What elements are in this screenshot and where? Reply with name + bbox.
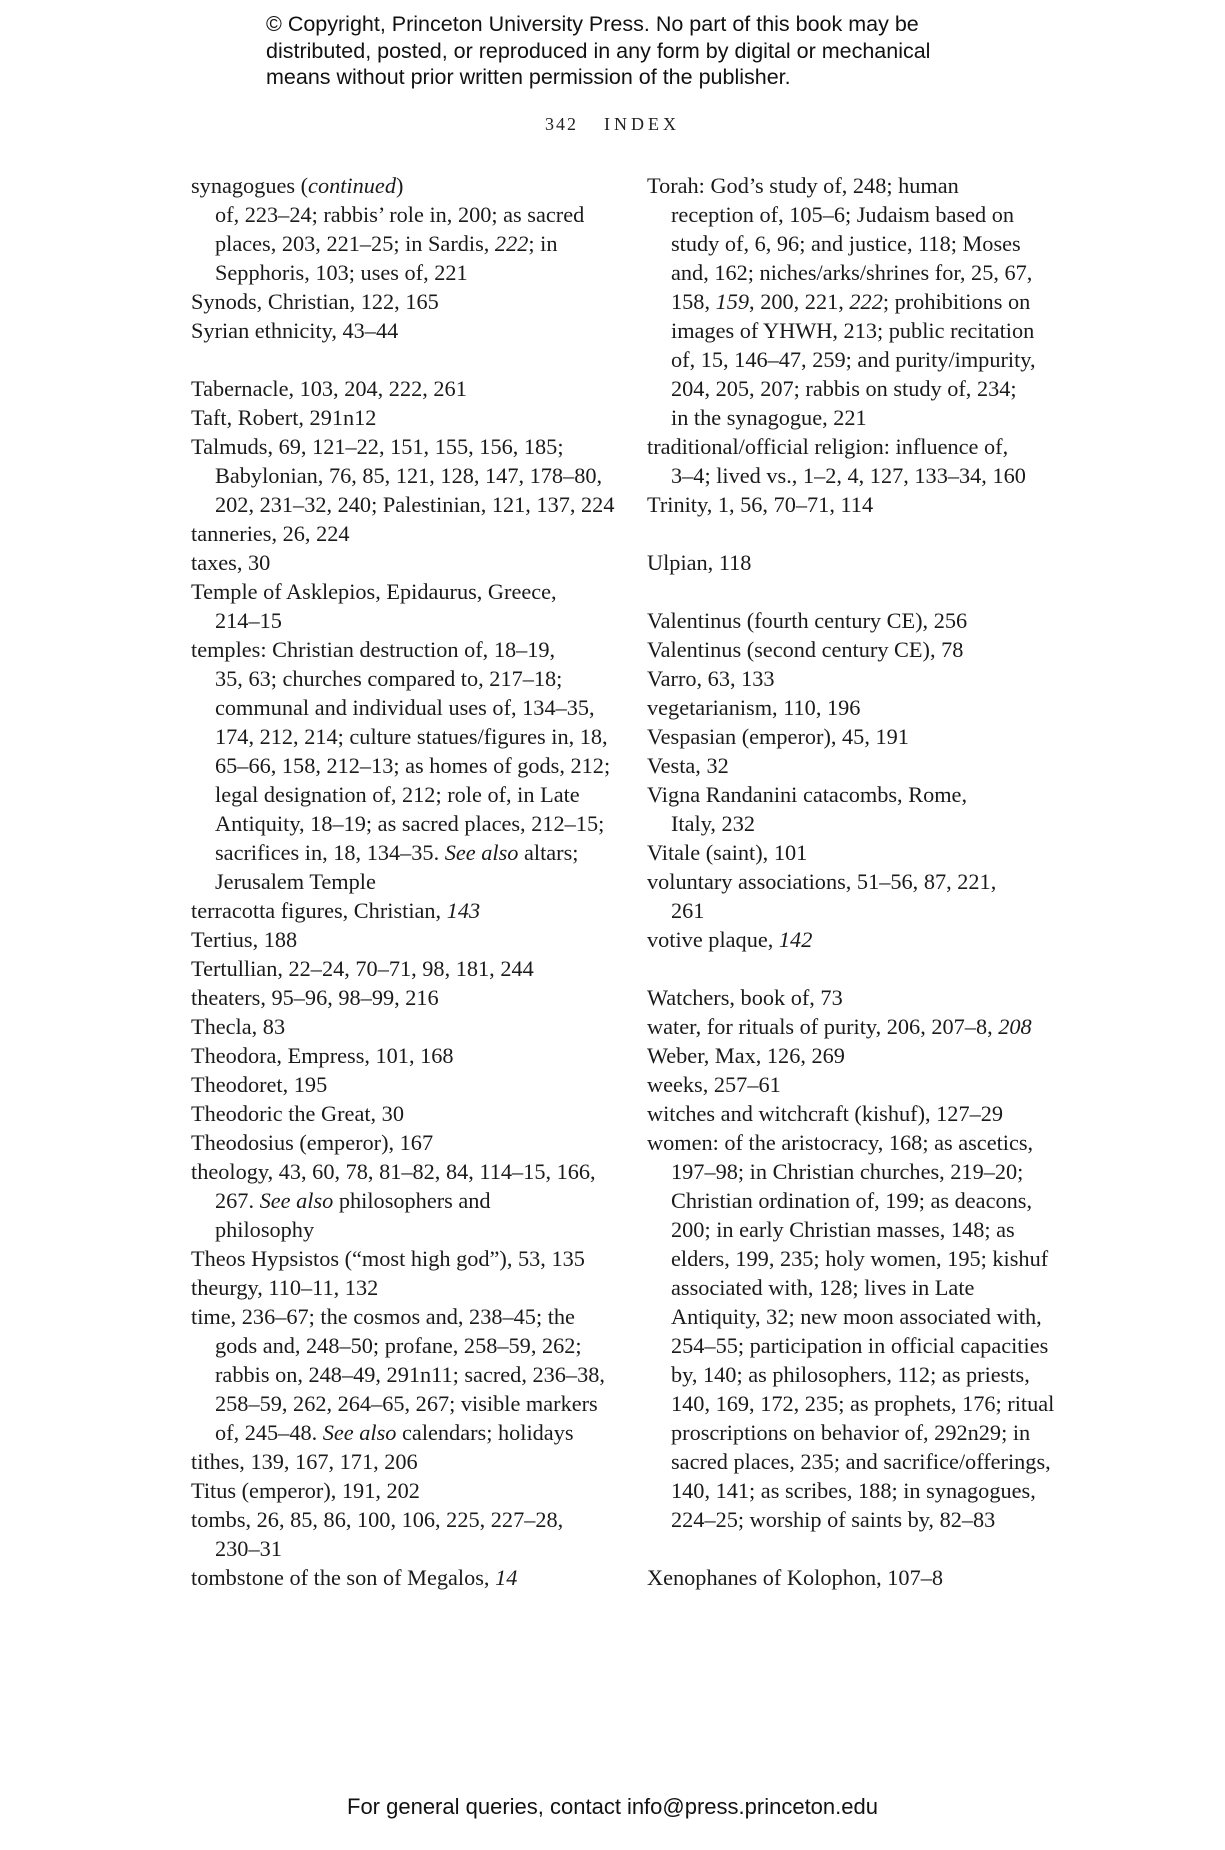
index-entry-continuation: Italy, 232 bbox=[671, 811, 756, 836]
index-entry bbox=[191, 577, 621, 635]
index-entry bbox=[647, 693, 1067, 722]
index-entry bbox=[191, 1505, 621, 1563]
index-entry-continuation: Christian ordination of, 199; as deacons, bbox=[671, 1188, 1033, 1213]
index-entry bbox=[647, 1041, 1067, 1070]
index-entry-continuation: 35, 63; churches compared to, 217–18; bbox=[215, 666, 563, 691]
index-entry-line: women: of the aristocracy, 168; as ascetics, bbox=[647, 1130, 1034, 1155]
index-entry-line: Theodora, Empress, 101, 168 bbox=[191, 1043, 454, 1068]
index-entry-continuation: images of YHWH, 213; public recitation bbox=[671, 318, 1035, 343]
index-entry bbox=[191, 983, 621, 1012]
index-entry bbox=[191, 925, 621, 954]
index-entry-continuation: by, 140; as philosophers, 112; as priests, bbox=[671, 1362, 1030, 1387]
index-entry-continuation: of, 15, 146–47, 259; and purity/impurity, bbox=[671, 347, 1036, 372]
index-entry-line: tithes, 139, 167, 171, 206 bbox=[191, 1449, 418, 1474]
index-entry bbox=[191, 1041, 621, 1070]
index-entry bbox=[191, 1244, 621, 1273]
index-entry bbox=[191, 519, 621, 548]
index-entry bbox=[647, 925, 1067, 954]
index-entry-line: Weber, Max, 126, 269 bbox=[647, 1043, 845, 1068]
index-entry bbox=[191, 316, 621, 345]
index-entry-line: Xenophanes of Kolophon, 107–8 bbox=[647, 1565, 944, 1590]
copyright-line: means without prior written permission of the publisher. bbox=[266, 65, 791, 89]
index-entry-continuation: legal designation of, 212; role of, in Late bbox=[215, 782, 580, 807]
footer-label: For general queries, contact bbox=[347, 1794, 621, 1819]
index-entry-continuation: reception of, 105–6; Judaism based on bbox=[671, 202, 1015, 227]
index-entry-line: Vesta, 32 bbox=[647, 753, 729, 778]
index-entry-continuation: 3–4; lived vs., 1–2, 4, 127, 133–34, 160 bbox=[671, 463, 1026, 488]
index-entry-line: Talmuds, 69, 121–22, 151, 155, 156, 185; bbox=[191, 434, 564, 459]
index-entry-line: Taft, Robert, 291n12 bbox=[191, 405, 377, 430]
index-entry-continuation: proscriptions on behavior of, 292n29; in bbox=[671, 1420, 1031, 1445]
letter-group-gap bbox=[647, 519, 1067, 548]
index-entry-line: weeks, 257–61 bbox=[647, 1072, 781, 1097]
index-entry-line: Vespasian (emperor), 45, 191 bbox=[647, 724, 909, 749]
index-entry bbox=[191, 1012, 621, 1041]
index-entry bbox=[647, 664, 1067, 693]
index-entry-continuation: 254–55; participation in official capacities bbox=[671, 1333, 1049, 1358]
index-entry-line: Thecla, 83 bbox=[191, 1014, 286, 1039]
index-entry bbox=[191, 1128, 621, 1157]
index-entry bbox=[647, 867, 1067, 925]
index-entry-continuation: 174, 212, 214; culture statues/figures in, 18, bbox=[215, 724, 608, 749]
index-entry bbox=[191, 548, 621, 577]
letter-group-gap bbox=[191, 345, 621, 374]
copyright-line: distributed, posted, or reproduced in any form by digital or mechanical bbox=[266, 38, 931, 63]
index-entry-continuation: places, 203, 221–25; in Sardis, 222; in bbox=[215, 231, 558, 256]
index-entry-line: water, for rituals of purity, 206, 207–8, 208 bbox=[647, 1014, 1032, 1039]
index-entry-continuation: 140, 141; as scribes, 188; in synagogues, bbox=[671, 1478, 1036, 1503]
index-entry-continuation: of, 245–48. See also calendars; holidays bbox=[215, 1420, 574, 1445]
index-entry-continuation: rabbis on, 248–49, 291n11; sacred, 236–38, bbox=[215, 1362, 605, 1387]
index-entry-line: Torah: God’s study of, 248; human bbox=[647, 173, 959, 198]
index-entry-line: Varro, 63, 133 bbox=[647, 666, 775, 691]
index-entry-line: synagogues (continued) bbox=[191, 173, 404, 198]
index-entry-line: Theodoret, 195 bbox=[191, 1072, 328, 1097]
index-entry-line: vegetarianism, 110, 196 bbox=[647, 695, 861, 720]
index-entry-line: time, 236–67; the cosmos and, 238–45; the bbox=[191, 1304, 575, 1329]
index-entry-line: Vigna Randanini catacombs, Rome, bbox=[647, 782, 968, 807]
index-entry bbox=[191, 432, 621, 519]
index-entry-continuation: Antiquity, 32; new moon associated with, bbox=[671, 1304, 1042, 1329]
index-entry-continuation: sacred places, 235; and sacrifice/offerings, bbox=[671, 1449, 1051, 1474]
index-entry-continuation: 261 bbox=[671, 898, 705, 923]
index-entry-line: Theodoric the Great, 30 bbox=[191, 1101, 404, 1126]
index-entry bbox=[647, 1563, 1067, 1592]
running-head-title: INDEX bbox=[604, 114, 680, 134]
running-head bbox=[0, 114, 1225, 135]
index-entry-continuation: study of, 6, 96; and justice, 118; Moses bbox=[671, 231, 1021, 256]
index-entry-continuation: 65–66, 158, 212–13; as homes of gods, 212; bbox=[215, 753, 611, 778]
index-entry-line: theurgy, 110–11, 132 bbox=[191, 1275, 379, 1300]
index-entry bbox=[647, 1128, 1067, 1534]
index-entry-continuation: elders, 199, 235; holy women, 195; kishuf bbox=[671, 1246, 1049, 1271]
copyright-notice bbox=[266, 11, 1026, 91]
index-entry-line: tombstone of the son of Megalos, 14 bbox=[191, 1565, 518, 1590]
index-entry-line: traditional/official religion: influence of, bbox=[647, 434, 1009, 459]
index-entry-continuation: 200; in early Christian masses, 148; as bbox=[671, 1217, 1015, 1242]
index-entry-line: Trinity, 1, 56, 70–71, 114 bbox=[647, 492, 874, 517]
index-entry bbox=[647, 751, 1067, 780]
index-entry bbox=[647, 983, 1067, 1012]
index-entry bbox=[191, 954, 621, 983]
index-entry bbox=[647, 171, 1067, 432]
index-entry-continuation: in the synagogue, 221 bbox=[671, 405, 867, 430]
index-entry-line: Tabernacle, 103, 204, 222, 261 bbox=[191, 376, 467, 401]
index-entry bbox=[647, 1099, 1067, 1128]
index-entry bbox=[191, 635, 621, 896]
index-entry-line: theaters, 95–96, 98–99, 216 bbox=[191, 985, 439, 1010]
index-entry bbox=[191, 171, 621, 287]
index-entry-continuation: 202, 231–32, 240; Palestinian, 121, 137, 224 bbox=[215, 492, 615, 517]
index-entry-line: Syrian ethnicity, 43–44 bbox=[191, 318, 399, 343]
index-entry-line: Vitale (saint), 101 bbox=[647, 840, 808, 865]
index-entry bbox=[647, 432, 1067, 490]
index-entry bbox=[191, 374, 621, 403]
index-entry-line: Temple of Asklepios, Epidaurus, Greece, bbox=[191, 579, 557, 604]
index-entry-continuation: associated with, 128; lives in Late bbox=[671, 1275, 975, 1300]
index-entry-continuation: 230–31 bbox=[215, 1536, 282, 1561]
index-entry-continuation: 158, 159, 200, 221, 222; prohibitions on bbox=[671, 289, 1031, 314]
footer bbox=[0, 1794, 1225, 1820]
index-entry-continuation: of, 223–24; rabbis’ role in, 200; as sacred bbox=[215, 202, 585, 227]
index-entry bbox=[191, 287, 621, 316]
index-entry bbox=[647, 1012, 1067, 1041]
index-entry-line: terracotta figures, Christian, 143 bbox=[191, 898, 481, 923]
index-entry-line: theology, 43, 60, 78, 81–82, 84, 114–15, 166, bbox=[191, 1159, 596, 1184]
index-entry bbox=[191, 1070, 621, 1099]
index-entry-line: Theos Hypsistos (“most high god”), 53, 135 bbox=[191, 1246, 585, 1271]
index-entry bbox=[647, 490, 1067, 519]
index-entry bbox=[647, 722, 1067, 751]
index-entry bbox=[191, 1302, 621, 1447]
index-entry-line: taxes, 30 bbox=[191, 550, 271, 575]
index-entry-continuation: 214–15 bbox=[215, 608, 282, 633]
index-entry bbox=[191, 1273, 621, 1302]
index-entry bbox=[191, 403, 621, 432]
index-entry-continuation: communal and individual uses of, 134–35, bbox=[215, 695, 595, 720]
index-entry bbox=[647, 838, 1067, 867]
index-entry-line: voluntary associations, 51–56, 87, 221, bbox=[647, 869, 997, 894]
index-entry-line: Titus (emperor), 191, 202 bbox=[191, 1478, 420, 1503]
index-entry bbox=[191, 1099, 621, 1128]
index-entry-line: temples: Christian destruction of, 18–19, bbox=[191, 637, 556, 662]
index-entry bbox=[191, 896, 621, 925]
index-entry-line: votive plaque, 142 bbox=[647, 927, 813, 952]
index-entry bbox=[647, 548, 1067, 577]
letter-group-gap bbox=[647, 577, 1067, 606]
index-entry-line: Synods, Christian, 122, 165 bbox=[191, 289, 439, 314]
index-entry-continuation: 267. See also philosophers and bbox=[215, 1188, 491, 1213]
index-entry-continuation: 204, 205, 207; rabbis on study of, 234; bbox=[671, 376, 1017, 401]
index-entry-continuation: Sepphoris, 103; uses of, 221 bbox=[215, 260, 468, 285]
index-entry-line: Tertullian, 22–24, 70–71, 98, 181, 244 bbox=[191, 956, 534, 981]
index-entry-line: tombs, 26, 85, 86, 100, 106, 225, 227–28, bbox=[191, 1507, 564, 1532]
index-entry bbox=[191, 1476, 621, 1505]
index-entry-continuation: 140, 169, 172, 235; as prophets, 176; ritual bbox=[671, 1391, 1055, 1416]
index-entry-line: Theodosius (emperor), 167 bbox=[191, 1130, 434, 1155]
index-entry bbox=[647, 1070, 1067, 1099]
index-entry bbox=[191, 1157, 621, 1244]
index-entry-continuation: Babylonian, 76, 85, 121, 128, 147, 178–80, bbox=[215, 463, 603, 488]
index-entry bbox=[647, 780, 1067, 838]
index-entry-line: Ulpian, 118 bbox=[647, 550, 752, 575]
index-entry bbox=[191, 1563, 621, 1592]
index-entry-continuation: 258–59, 262, 264–65, 267; visible markers bbox=[215, 1391, 598, 1416]
index-entry-continuation: gods and, 248–50; profane, 258–59, 262; bbox=[215, 1333, 582, 1358]
index-entry-line: Valentinus (fourth century CE), 256 bbox=[647, 608, 968, 633]
index-entry-line: witches and witchcraft (kishuf), 127–29 bbox=[647, 1101, 1004, 1126]
index-entry-line: Valentinus (second century CE), 78 bbox=[647, 637, 964, 662]
index-entry-continuation: Jerusalem Temple bbox=[215, 869, 376, 894]
index-entry-continuation: Antiquity, 18–19; as sacred places, 212–15; bbox=[215, 811, 605, 836]
index-entry-line: Watchers, book of, 73 bbox=[647, 985, 843, 1010]
page-number: 342 bbox=[545, 114, 578, 134]
index-entry bbox=[647, 635, 1067, 664]
letter-group-gap bbox=[647, 1534, 1067, 1563]
index-entry-continuation: philosophy bbox=[215, 1217, 315, 1242]
index-entry-continuation: 224–25; worship of saints by, 82–83 bbox=[671, 1507, 996, 1532]
index-entry-continuation: 197–98; in Christian churches, 219–20; bbox=[671, 1159, 1024, 1184]
letter-group-gap bbox=[647, 954, 1067, 983]
index-column-left bbox=[191, 171, 621, 1592]
index-entry-line: tanneries, 26, 224 bbox=[191, 521, 350, 546]
index-entry-continuation: and, 162; niches/arks/shrines for, 25, 67, bbox=[671, 260, 1033, 285]
index-column-right bbox=[647, 171, 1067, 1592]
index-entry-line: Tertius, 188 bbox=[191, 927, 298, 952]
index-entry bbox=[191, 1447, 621, 1476]
contact-email-link[interactable]: info@press.princeton.edu bbox=[626, 1794, 878, 1819]
index-entry-continuation: sacrifices in, 18, 134–35. See also altars; bbox=[215, 840, 579, 865]
index-entry bbox=[647, 606, 1067, 635]
copyright-line: © Copyright, Princeton University Press. No part of this book may be bbox=[266, 12, 919, 36]
